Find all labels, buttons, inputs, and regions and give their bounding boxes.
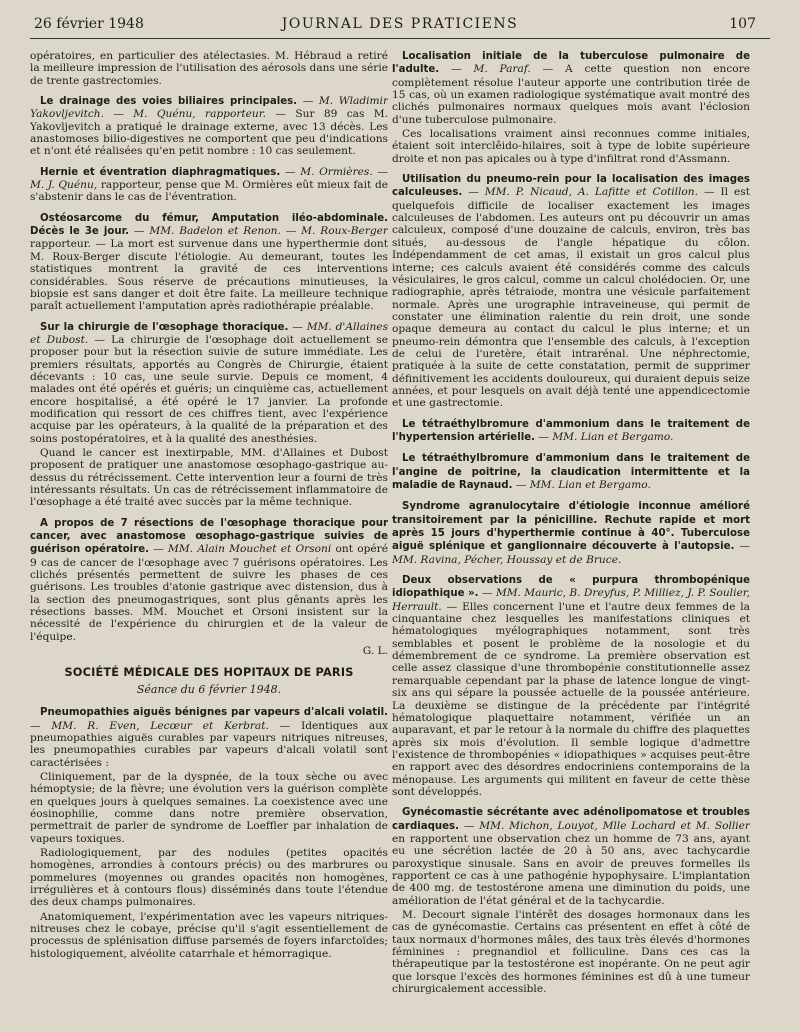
article-text: ont opéré 9 cas de cancer de l'œsophage avec 7 guérisons opératoires. Les clichés présentés permettent de suivre les phases de ces guérisons. Les troubles d'atonie gastrique avec distension, dus à la section des pneumogastriques, sont plus gênants après les résections basses. MM. Mouchet et Orsoni insistent sur la nécessité de l'expérience du chirurgien et de la valeur de l'équipe. (30, 543, 388, 643)
article-text: rapporteur, pense que M. Ormières eût mieux fait de s'abstenir dans le cas de l'éventration. (30, 179, 388, 204)
article-title: Le tétraéthylbromure d'ammonium dans le traitement de l'hypertension artérielle. (392, 418, 750, 443)
article-osteosarcoma (30, 212, 388, 313)
article-text: — Sur 89 cas M. Yakovljevitch a pratiqué le drainage externe, avec 13 décès. Les anastomoses bilio-digestives ne comportent que peu d'indications et n'ont été réalisées qu'en petit nombre : 10 cas seulement. (30, 108, 388, 158)
article-authors: — M. Paraf. (451, 63, 531, 76)
article-paragraph: M. Decourt signale l'intérêt des dosages hormonaux dans les cas de gynécomastie. Certains cas présentent en effet à côté de taux normaux d'hormones mâles, des taux très élevés d'hormones féminines : pregnandiol et folliculine. Dans ces cas la thérapeutique par la testostérone est inopérante. On ne peut agir que lorsque l'excès des hormones féminines est dû à une tumeur chirurgicalement accessible. (392, 909, 750, 996)
article-paragraph: Ces localisations vraiment ainsi reconnues comme initiales, étaient soit interclêido-hilaires, soit à type de lobite supérieure droite et non pas apicales ou à type d'infiltrat rond d'Assmann. (392, 128, 750, 165)
article-esophagus-resections (30, 517, 388, 643)
header-rule (30, 38, 770, 39)
article-hypertension (392, 418, 750, 445)
article-paragraph: Cliniquement, par de la dyspnée, de la toux sèche ou avec hémoptysie; de la fièvre; une évolution vers la guérison complète en quelques jours à quelques semaines. La coexistence avec une éosinophilie, comme dans notre première observation, permettrait de parler de syndrome de Loeffler par inhalation de vapeurs toxiques. (30, 770, 388, 845)
article-pneumo-rein (392, 173, 750, 410)
article-paragraph: Quand le cancer est inextirpable, MM. d'Allaines et Dubost proposent de pratiquer une anastomose œsophago-gastrique au-dessus du rétrécissement. Cette intervention leur a fourni de très intéressants résultats. Un cas de rétrécissement inflammatoire de l'œsophage a été traité avec succès par la même technique. (30, 446, 388, 509)
article-title: Utilisation du pneumo-rein pour la localisation des images calculeuses. (392, 174, 750, 199)
page-number: 107 (729, 16, 756, 32)
article-hernia (30, 166, 388, 204)
journal-title: JOURNAL DES PRATICIENS (281, 16, 519, 32)
article-gynecomastia (392, 806, 750, 907)
article-angina (392, 452, 750, 492)
session-date: Séance du 6 février 1948. (136, 682, 282, 696)
right-column (392, 50, 750, 1020)
article-title: Le drainage des voies biliaires principales. (40, 96, 298, 108)
article-paragraph: Radiologiquement, par des nodules (petites opacités homogènes, arrondies à contours précis) ou des marbrures ou pommelures (moyennes ou grandes opacités non homogènes, irrégulières et à contours flous) disséminés dans toute l'étendue des deux champs pulmonaires. (30, 846, 388, 909)
society-heading: SOCIÉTÉ MÉDICALE DES HOPITAUX DE PARIS (64, 666, 354, 680)
article-authors: — MM. Michon, Louyot, Mlle Lochard et M. Sollier (463, 819, 750, 832)
signature: G. L. (362, 645, 388, 658)
article-title: Gynécomastie sécrétante avec adénolipomatose et troubles cardiaques. (392, 807, 750, 832)
article-text: en rapportent une observation chez un homme de 73 ans, ayant eu une sécrétion lactée de 20 à 50 ans, avec tachycardie paroxystique sinusale. Sans en avoir de preuves formelles ils rapportent ce cas à une pathogénie hypophysaire. L'implantation de 400 mg. de testostérone amena une diminution du poids, une amélioration de l'état général et de la tachycardie. (392, 832, 750, 907)
article-esophagus-surgery (30, 321, 388, 445)
article-title: Sur la chirurgie de l'œsophage thoracique. (40, 321, 289, 333)
article-agranulocytosis (392, 500, 750, 566)
article-authors: — MM. d'Allaines et Dubost. (30, 320, 388, 346)
article-text: — A cette question non encore complètement résolue l'auteur apporte une contribution tirée de 15 cas, où un examen radiologique systématique avait montré des clichés pulmonaires normaux quelques mois avant l'éclosion d'une tuberculose pulmonaire. (392, 63, 750, 126)
article-biliary-drainage (30, 95, 388, 158)
article-title: Deux observations de « purpura thrombopénique idiopathique ». (392, 575, 750, 600)
article-title: Localisation initiale de la tuberculose pulmonaire de l'adulte. (392, 51, 750, 76)
article-title: Ostéosarcome du fémur, Amputation iléo-abdominale. Décès le 3e jour. (30, 212, 388, 238)
left-column (30, 50, 388, 1020)
article-authors: — MM. Mauric, B. Dreyfus, P. Milliez, J. P. Soulier, Herrault. (392, 587, 750, 613)
article-authors: — MM. R. Even, Lecœur et Kerbrat. (30, 719, 269, 732)
article-authors: — MM. Lian et Bergamo. (538, 430, 674, 443)
article-tuberculosis-localisation (392, 50, 750, 126)
article-paragraph: Anatomiquement, l'expérimentation avec les vapeurs nitriques-nitreuses chez le cobaye, précise qu'il s'agit essentiellement de processus de splénisation diffuse parsemés de foyers infarctoïdes; histologiquement, alvéolite catarrhale et hémorragique. (30, 910, 388, 960)
article-text: rapporteur. — La mort est survenue dans une hyperthermie dont M. Roux-Berger discute l'étiologie. Au demeurant, toutes les statistiques montrent la gravité de ces interventions considérables. Sous réserve de précautions minutieuses, la biopsie est sans danger et doit être faite. La meilleure technique paraît actuellement l'amputation après radiothérapie préalable. (30, 238, 388, 313)
intro-paragraph: opératoires, en particulier des atélectasies. M. Hébraud a retiré la meilleure impression de l'utilisation des aérosols dans une série de trente gastrectomies. (30, 50, 388, 87)
article-title: Syndrome agranulocytaire d'étiologie inconnue amélioré transitoirement par la pénicilline. Rechute rapide et mort après 15 jours d'hyperthermie continue à 40°. Tuberculose aiguë splénique et ganglionnaire découverte à l'autopsie. (392, 501, 750, 553)
article-title: Hernie et éventration diaphragmatiques. (40, 166, 281, 178)
article-title: Pneumopathies aiguës bénignes par vapeurs d'alcali volatil. (40, 707, 388, 719)
article-authors: — M. Wladimir Yakovljevitch. — M. Quénu, rapporteur. (30, 95, 388, 121)
article-text: — La chirurgie de l'œsophage doit actuellement se proposer pour but la résection suivie de suture immédiate. Les premiers résultats, apportés au Congrès de Chirurgie, étaient décevants : 10 cas, une seule survie. Depuis ce moment, 4 malades ont été opérés et guéris; un cinquième cas, actuellement encore hospitalisé, a été opéré le 17 janvier. La profonde modification qui ressort de ces chiffres tient, avec l'expérience acquise par les opérateurs, à la qualité de la préparation et des soins postopératoires, et à la qualité des anesthésies. (30, 333, 388, 445)
article-authors: — MM. P. Nicaud, A. Lafitte et Cotillon. (468, 186, 698, 199)
article-authors: — MM. Ravina, Pécher, Houssay et de Bruce. (392, 540, 750, 566)
article-authors: — MM. Lian et Bergamo. (515, 479, 651, 491)
article-purpura (392, 574, 750, 798)
article-text: — Elles concernent l'une et l'autre deux femmes de la cinquantaine chez lesquelles les manifestations cliniques et hématologiques myélographiques notamment, sont très semblables et posent le problème de la nosologie et du démembrement de ce syndrome. La première observation est celle assez classique d'une thrombopénie constitutionnelle assez remarquable cependant par la phase de latence longue de vingt-six ans qui sépare la poussée actuelle de la poussée antérieure. La deuxième se distingue de la précédente par l'intégrité hématologique plaquettaire notamment, vérifiée un an auparavant, et par le retour à la normale du chiffre des plaquettes après six mois d'évolution. Il semble logique d'admettre l'existence de thrombopénies « idiopathiques » acquises peut-être en rapport avec des désordres endocriniens contemporains de la ménopause. Les arguments qui militent en faveur de cette thèse sont développés. (392, 600, 750, 798)
article-text: — Identiques aux pneumopathies aiguës curables par vapeurs nitriques nitreuses, les pneumopathies curables par vapeurs d'alcali volatil sont caractérisées : (30, 719, 388, 769)
header-date: 26 février 1948 (34, 16, 144, 32)
article-authors: — MM. Badelon et Renon. — M. Roux-Berger (133, 225, 388, 238)
article-title: Le tétraéthylbromure d'ammonium dans le traitement de l'angine de poitrine, la claudication intermittente et la maladie de Raynaud. (392, 453, 750, 491)
article-authors: — M. Ormières. — M. J. Quénu, (30, 165, 388, 192)
article-pneumopathies (30, 706, 388, 769)
page-header (30, 12, 770, 38)
article-title: A propos de 7 résections de l'œsophage thoracique pour cancer, avec anastomose œsophago-gastrique suivies de guérison opératoire. (30, 517, 388, 556)
article-authors: — MM. Alain Mouchet et Orsoni (153, 543, 332, 556)
article-text: — Il est quelquefois difficile de localiser exactement les images calculeuses de l'abdomen. Les auteurs ont pu découvrir un amas calculeux, composé d'une douzaine de calculs, environ, très bas situés, au-dessous de l'angle hépatique du côlon. Indépendamment de cet amas, il existait un gros calcul plus interne; ces calculs avaient été considérés comme des calculs vésiculaires, le gros calcul, comme un calcul cholédocien. Or, une radiographie, après tétraiode, montra une vésicule parfaitement normale. Après une urographie intraveineuse, qui permit de constater une élimination ralentie du rein droit, une sonde opaque demeura au contact du calcul le plus interne; et un pneumo-rein démontra que l'ensemble des calculs, à l'exception de celui de l'uretère, était intrarénal. Une néphrectomie, pratiquée à la suite de cette constatation, permit de supprimer définitivement les accidents douloureux, qui duraient depuis seize années, et pour lesquels on avait déjà tenté une appendicectomie et une gastrectomie. (392, 186, 750, 410)
